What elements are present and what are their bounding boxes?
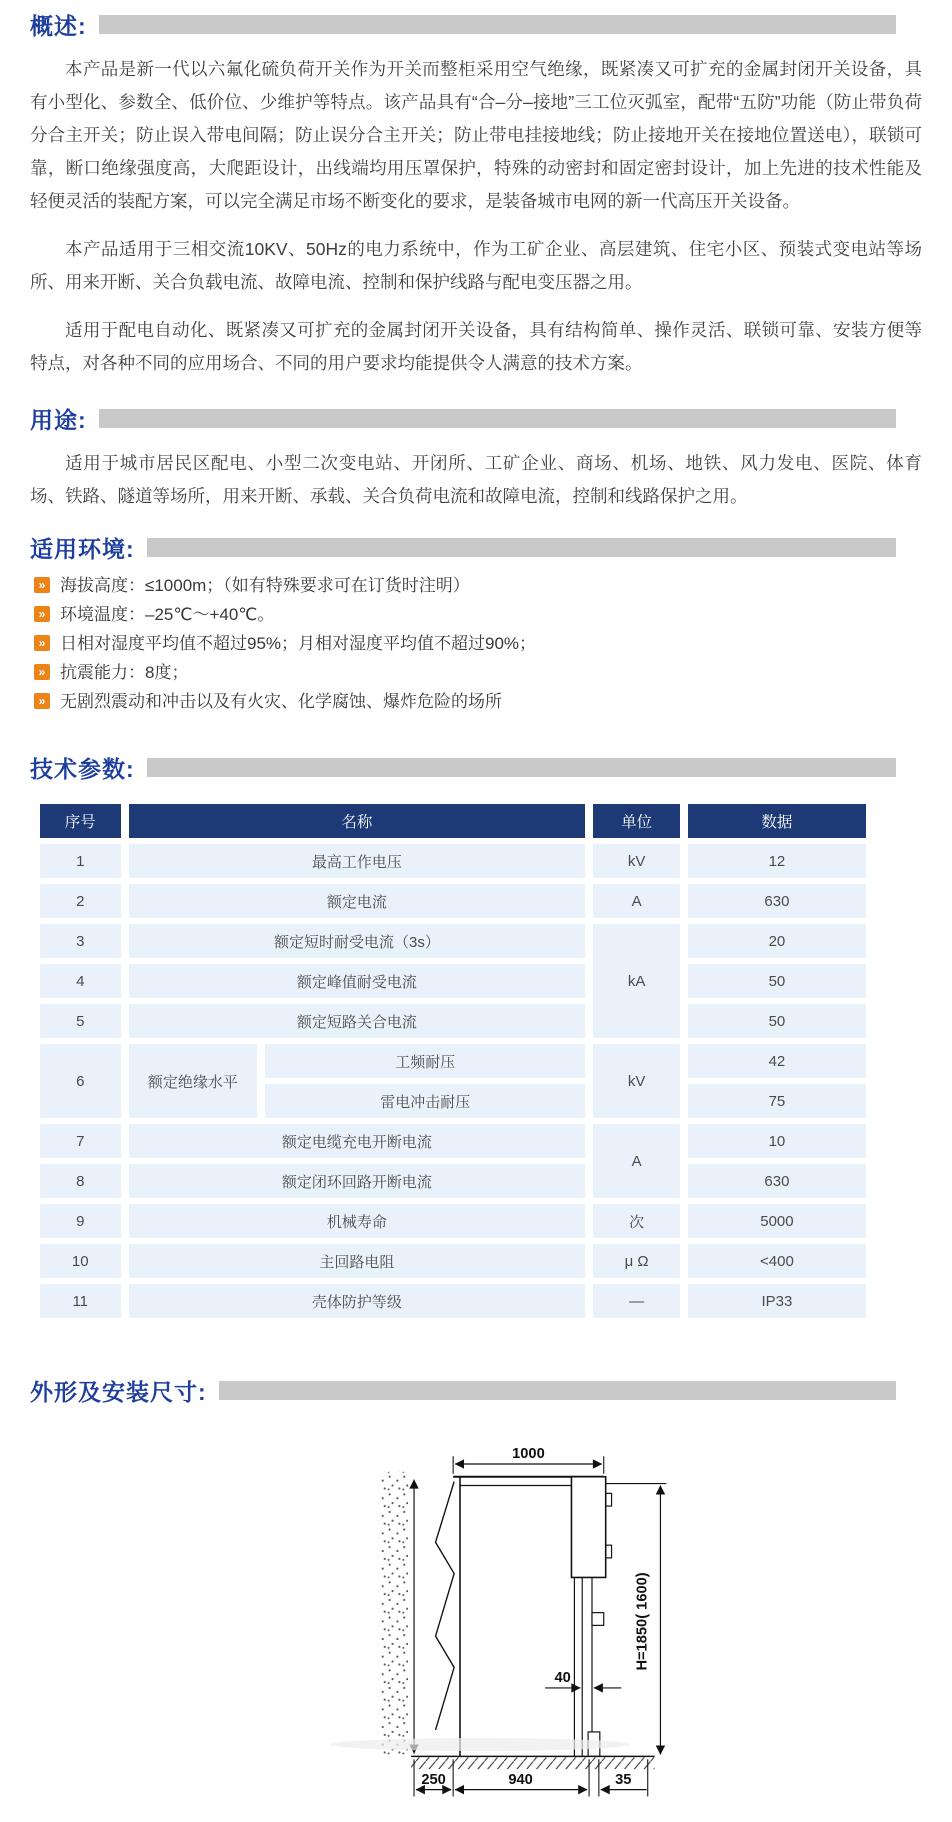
- cell-unit: 次: [593, 1204, 680, 1238]
- cell-name: 额定短时耐受电流（3s）: [129, 924, 586, 958]
- environment-item-text: 无剧烈震动和冲击以及有火灾、化学腐蚀、爆炸危险的场所: [60, 692, 502, 711]
- table-header-row: [40, 804, 866, 838]
- cell-no: 7: [40, 1124, 121, 1158]
- mounting-zigzag: [436, 1482, 455, 1730]
- cell-name: 最高工作电压: [129, 844, 586, 878]
- table-row: [40, 1284, 866, 1318]
- table-row: [40, 1004, 866, 1038]
- chevron-bullet-icon: »: [34, 664, 50, 680]
- cell-value: 12: [688, 844, 866, 878]
- dimensions-title: 外形及安装尺寸:: [30, 1379, 207, 1405]
- dim-label-35: 35: [615, 1771, 632, 1788]
- environment-title: 适用环境:: [30, 536, 135, 562]
- cell-unit-merged: A: [593, 1124, 680, 1198]
- cabinet-outline: [436, 1477, 612, 1757]
- cell-value: 630: [688, 1164, 866, 1198]
- section-heading-dimensions: [30, 1374, 922, 1407]
- cell-subname: 工频耐压: [265, 1044, 585, 1078]
- cell-subname: 雷电冲击耐压: [265, 1084, 585, 1118]
- col-header-value: 数据: [688, 804, 866, 838]
- cell-unit-merged: kA: [593, 924, 680, 1038]
- cell-unit: kV: [593, 844, 680, 878]
- dim-label-940: 940: [508, 1771, 533, 1788]
- section-heading-parameters: [30, 751, 922, 784]
- cell-value: 5000: [688, 1204, 866, 1238]
- cell-group-merged: 额定绝缘水平: [129, 1044, 258, 1118]
- cell-no-merged: 6: [40, 1044, 121, 1118]
- cell-name: 主回路电阻: [129, 1244, 586, 1278]
- overview-paragraph-3: 适用于配电自动化、既紧凑又可扩充的金属封闭开关设备，具有结构简单、操作灵活、联锁可靠、安装方便等特点，对各种不同的应用场合、不同的用户要求均能提供令人满意的技术方案。: [30, 320, 922, 373]
- right-height-dimension: [606, 1484, 667, 1755]
- dimension-drawing: [356, 1421, 696, 1817]
- chevron-bullet-icon: »: [34, 606, 50, 622]
- dim-label-1000: 1000: [512, 1446, 545, 1463]
- table-row: [40, 1164, 866, 1198]
- cell-name: 额定电缆充电开断电流: [129, 1124, 586, 1158]
- environment-item-text: 环境温度：–25℃～+40℃。: [60, 605, 275, 624]
- environment-list: [30, 576, 922, 711]
- section-heading-usage: [30, 402, 922, 435]
- table-row: [40, 1244, 866, 1278]
- overview-paragraph-2: 本产品适用于三相交流10KV、50Hz的电力系统中，作为工矿企业、高层建筑、住宅小区、预装式变电站等场所、用来开断、关合负载电流、故障电流、控制和保护线路与配电变压器之用。: [30, 239, 922, 292]
- list-item: [34, 576, 922, 595]
- col-header-unit: 单位: [593, 804, 680, 838]
- parameters-table: [32, 798, 874, 1324]
- list-item: [34, 663, 922, 682]
- heading-bar: [147, 758, 896, 777]
- cell-name: 额定闭环回路开断电流: [129, 1164, 586, 1198]
- cell-value: 50: [688, 964, 866, 998]
- usage-title: 用途:: [30, 407, 87, 433]
- chevron-bullet-icon: »: [34, 577, 50, 593]
- cell-unit-merged: kV: [593, 1044, 680, 1118]
- chevron-bullet-icon: »: [34, 693, 50, 709]
- cell-no: 3: [40, 924, 121, 958]
- table-row: [40, 1204, 866, 1238]
- cell-value: 20: [688, 924, 866, 958]
- overview-title: 概述:: [30, 13, 87, 39]
- section-heading-overview: [30, 8, 922, 41]
- cell-no: 5: [40, 1004, 121, 1038]
- ground-hatch: [411, 1756, 654, 1769]
- chevron-bullet-icon: »: [34, 635, 50, 651]
- cell-name: 机械寿命: [129, 1204, 586, 1238]
- top-width-dimension: [453, 1446, 604, 1474]
- installation-drawing-svg: [356, 1421, 696, 1817]
- cell-no: 4: [40, 964, 121, 998]
- cell-value: 630: [688, 884, 866, 918]
- watermark-smudge: [330, 1738, 630, 1751]
- cell-name: 壳体防护等级: [129, 1284, 586, 1318]
- cell-unit: A: [593, 884, 680, 918]
- hinge-tab: [606, 1493, 612, 1506]
- cell-no: 2: [40, 884, 121, 918]
- table-row: [40, 924, 866, 958]
- environment-item-text: 日相对湿度平均值不超过95%；月相对湿度平均值不超过90%；: [60, 634, 537, 653]
- cell-no: 11: [40, 1284, 121, 1318]
- heading-bar: [147, 538, 896, 557]
- cell-unit: —: [593, 1284, 680, 1318]
- dim-label-40: 40: [554, 1670, 571, 1687]
- section-heading-environment: [30, 531, 922, 564]
- col-header-name: 名称: [129, 804, 586, 838]
- cell-value: 75: [688, 1084, 866, 1118]
- environment-item-text: 抗震能力：8度；: [60, 663, 189, 682]
- overview-paragraph-1: 本产品是新一代以六氟化硫负荷开关作为开关而整柜采用空气绝缘，既紧凑又可扩充的金属封闭开关设备，具有小型化、参数全、低价位、少维护等特点。该产品具有“合–分–接地”三工位灭弧室，配带“五防”功能（防止带负荷分合主开关；防止误入带电间隔；防止误分合主开关；防止带电挂接地线；防止接地开关在接地位置送电），联锁可靠，断口绝缘强度高，大爬距设计，出线端均用压罩保护，特殊的动密封和固定密封设计，加上先进的技术性能及轻便灵活的装配方案，可以完全满足市场不断变化的要求，是装备城市电网的新一代高压开关设备。: [30, 59, 922, 211]
- cell-no: 8: [40, 1164, 121, 1198]
- table-row: [40, 964, 866, 998]
- hinge-tab: [606, 1545, 612, 1558]
- mechanism-box: [571, 1477, 605, 1578]
- table-row: [40, 884, 866, 918]
- cell-value: IP33: [688, 1284, 866, 1318]
- table-row: [40, 844, 866, 878]
- usage-paragraph: 适用于城市居民区配电、小型二次变电站、开闭所、工矿企业、商场、机场、地铁、风力发电、医院、体育场、铁路、隧道等场所，用来开断、承载、关合负荷电流和故障电流，控制和线路保护之用。: [30, 453, 922, 506]
- list-item: [34, 692, 922, 711]
- cell-value: 10: [688, 1124, 866, 1158]
- cell-unit: μ Ω: [593, 1244, 680, 1278]
- cell-no: 10: [40, 1244, 121, 1278]
- heading-bar: [99, 409, 896, 428]
- cell-no: 1: [40, 844, 121, 878]
- cell-name: 额定峰值耐受电流: [129, 964, 586, 998]
- heading-bar: [219, 1381, 896, 1400]
- cell-value: 42: [688, 1044, 866, 1078]
- dim-label-250: 250: [421, 1771, 446, 1788]
- handle: [592, 1613, 604, 1626]
- dim-label-height: H=1850( 1600): [634, 1572, 651, 1671]
- table-row: [40, 1124, 866, 1158]
- cell-name: 额定电流: [129, 884, 586, 918]
- environment-item-text: 海拔高度：≤1000m；（如有特殊要求可在订货时注明）: [60, 576, 470, 595]
- cell-value: <400: [688, 1244, 866, 1278]
- list-item: [34, 605, 922, 624]
- cell-name: 额定短路关合电流: [129, 1004, 586, 1038]
- heading-bar: [99, 15, 896, 34]
- table-row: [40, 1044, 866, 1078]
- list-item: [34, 634, 922, 653]
- cell-no: 9: [40, 1204, 121, 1238]
- panel-depth-dimension: [545, 1670, 621, 1688]
- wall-stipple: [379, 1472, 408, 1758]
- cell-value: 50: [688, 1004, 866, 1038]
- parameters-title: 技术参数:: [30, 756, 135, 782]
- col-header-no: 序号: [40, 804, 121, 838]
